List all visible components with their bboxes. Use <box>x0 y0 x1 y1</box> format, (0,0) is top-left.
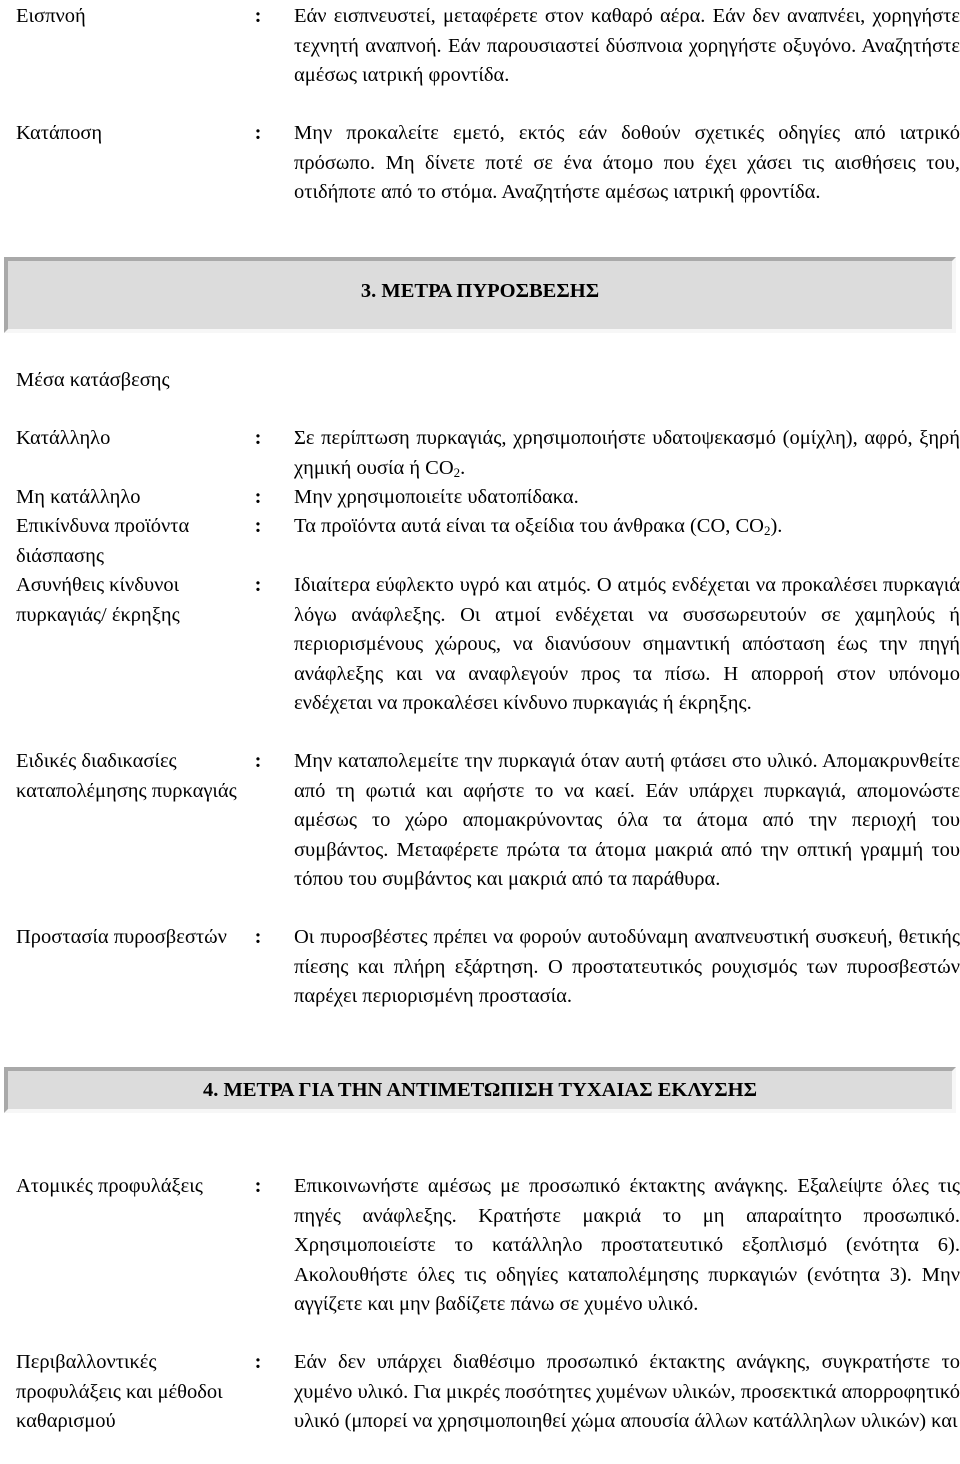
decomposition-products-label: Επικίνδυνα προϊόντα διάσπασης <box>16 515 190 567</box>
colon-separator: : <box>254 1175 262 1197</box>
colon-separator: : <box>254 926 262 948</box>
colon-separator: : <box>254 122 262 144</box>
colon-separator: : <box>254 750 262 772</box>
unsuitable-media-label: Μη κατάλληλο <box>16 486 141 508</box>
colon-separator: : <box>254 1351 262 1373</box>
inhalation-text: Εάν εισπνευστεί, μεταφέρετε στον καθαρό αέρα. Εάν δεν αναπνέει, χορηγήστε τεχνητή αναπνοή. Εάν παρουσιαστεί δύσπνοια χορηγήστε οξυγόνο. Αναζητήστε αμέσως ιατρική φροντίδα. <box>294 5 960 86</box>
section-4-heading: 4. ΜΕΤΡΑ ΓΙΑ ΤΗΝ ΑΝΤΙΜΕΤΩΠΙΣΗ ΤΥΧΑΙΑΣ ΕΚΛΥΣΗΣ <box>4 1067 956 1113</box>
colon-separator: : <box>254 427 262 449</box>
environmental-precautions-label: Περιβαλλοντικές προφυλάξεις και μέθοδοι καθαρισμού <box>16 1351 223 1432</box>
ingestion-label: Κατάποση <box>16 122 103 144</box>
firefighter-protection-label: Προστασία πυροσβεστών <box>16 926 227 948</box>
colon-separator: : <box>254 486 262 508</box>
unusual-hazards-text: Ιδιαίτερα εύφλεκτο υγρό και ατμός. Ο ατμός ενδέχεται να προκαλέσει πυρκαγιά λόγω ανάφλεξης. Οι ατμοί ενδέχεται να συσσωρευτούν σε χαμηλούς ή περιορισμένους χώρους, να διανύσουν σημαντική απόσταση έως την πηγή ανάφλεξης και να αναφλεγούν προς τα πίσω. Η απορροή στον υπόνομο ενδέχεται να προκαλέσει κίνδυνο πυρκαγιάς ή έκρηξης. <box>294 574 960 714</box>
inhalation-label: Εισπνοή <box>16 5 86 27</box>
ingestion-text: Μην προκαλείτε εμετό, εκτός εάν δοθούν σχετικές οδηγίες από ιατρικό πρόσωπο. Μη δίνετε ποτέ σε ένα άτομο που έχει χάσει τις αισθήσεις του, οτιδήποτε από το στόμα. Αναζητήστε αμέσως ιατρική φροντίδα. <box>294 122 960 203</box>
extinguishing-media-subheading: Μέσα κατάσβεσης <box>16 369 170 391</box>
special-procedures-label: Ειδικές διαδικασίες καταπολέμησης πυρκαγιάς <box>16 750 237 802</box>
unsuitable-media-text: Μην χρησιμοποιείτε υδατοπίδακα. <box>294 486 579 508</box>
colon-separator: : <box>254 515 262 537</box>
unusual-hazards-label: Ασυνήθεις κίνδυνοι πυρκαγιάς/ έκρηξης <box>16 574 180 626</box>
personal-precautions-text: Επικοινωνήστε αμέσως με προσωπικό έκτακτης ανάγκης. Εξαλείψτε όλες τις πηγές ανάφλεξης. Κρατήστε μακριά το μη απαραίτητο προσωπικό. Χρησιμοποιείστε το κατάλληλο προστατευτικό εξοπλισμό (ενότητα 6). Ακολουθήστε όλες τις οδηγίες καταπολέμησης πυρκαγιών (ενότητα 3). Μην αγγίζετε και μην βαδίζετε πάνω σε χυμένο υλικό. <box>294 1175 960 1315</box>
decomposition-products-text: Τα προϊόντα αυτά είναι τα οξείδια του άνθρακα (CO, $CO_2$). <box>294 515 783 538</box>
suitable-media-text: Σε περίπτωση πυρκαγιάς, χρησιμοποιήστε υδατοψεκασμό (ομίχλη), αφρό, ξηρή χημική ουσία ή $CO_2$. <box>294 427 960 480</box>
section-3-heading: 3. ΜΕΤΡΑ ΠΥΡΟΣΒΕΣΗΣ <box>4 257 956 333</box>
personal-precautions-label: Ατομικές προφυλάξεις <box>16 1175 203 1197</box>
firefighter-protection-text: Οι πυροσβέστες πρέπει να φορούν αυτοδύναμη αναπνευστική συσκευή, θετικής πίεσης και πλήρη εξάρτηση. Ο προστατευτικός ρουχισμός των πυροσβεστών παρέχει περιορισμένη προστασία. <box>294 926 960 1007</box>
special-procedures-text: Μην καταπολεμείτε την πυρκαγιά όταν αυτή φτάσει στο υλικό. Απομακρυνθείτε από τη φωτιά και αφήστε το να καεί. Εάν υπάρχει πυρκαγιά, απομονώστε αμέσως το χώρο απομακρύνοντας όλα τα άτομα από την περιοχή του συμβάντος. Μεταφέρετε πρώτα τα άτομα μακριά από την οπτική γραμμή του τόπου του συμβάντος και μακριά από τα παράθυρα. <box>294 750 960 890</box>
colon-separator: : <box>254 5 262 27</box>
suitable-media-label: Κατάλληλο <box>16 427 111 449</box>
colon-separator: : <box>254 574 262 596</box>
environmental-precautions-text: Εάν δεν υπάρχει διαθέσιμο προσωπικό έκτακτης ανάγκης, συγκρατήστε το χυμένο υλικό. Για μικρές ποσότητες χυμένων υλικών, προσεκτικά απορροφητικό υλικό (μπορεί να χρησιμοποιηθεί χώμα απουσία άλλων κατάλληλων υλικών) και <box>294 1351 960 1432</box>
